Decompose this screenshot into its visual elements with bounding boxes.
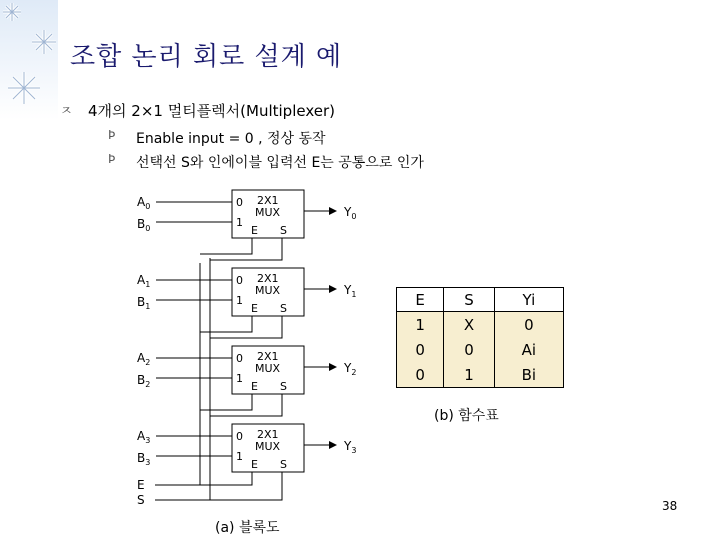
mux-select-pin: S — [280, 224, 287, 237]
sub-bullet-text: Enable input = 0 , 정상 동작 — [136, 131, 326, 147]
select-tap — [210, 238, 282, 260]
block-diagram-caption: (a) 블록도 — [215, 520, 280, 536]
mux-select-pin: S — [280, 380, 287, 393]
mux-select-pin: S — [280, 302, 287, 315]
header-e: E — [397, 288, 444, 312]
slide-title: 조합 논리 회로 설계 예 — [70, 42, 343, 72]
input-a-label: $A_0$ — [137, 195, 151, 211]
input-a-label: $A_2$ — [137, 351, 151, 367]
select-tap — [210, 394, 282, 416]
input-a-label: $A_1$ — [137, 273, 151, 289]
mux-enable-pin: E — [251, 380, 258, 393]
mux-input-1-pin: 1 — [236, 450, 243, 463]
header-yi: Yi — [494, 288, 563, 312]
cell: 0 — [397, 362, 444, 388]
control-s-label: S — [137, 493, 145, 507]
mux-subtitle: MUX — [255, 362, 281, 375]
mux-input-1-pin: 1 — [236, 216, 243, 229]
mux-input-0-pin: 0 — [236, 274, 243, 287]
function-table-caption: (b) 함수표 — [434, 408, 499, 424]
select-tap — [210, 316, 282, 338]
control-e-label: E — [137, 478, 145, 492]
input-b-label: $B_0$ — [137, 217, 151, 233]
mux-input-1-pin: 1 — [236, 294, 243, 307]
cell: 0 — [444, 337, 495, 362]
input-b-label: $B_2$ — [137, 373, 151, 389]
mux-input-1-pin: 1 — [236, 372, 243, 385]
mux-input-0-pin: 0 — [236, 430, 243, 443]
enable-tap — [200, 316, 252, 332]
cell: 1 — [444, 362, 495, 388]
enable-tap — [200, 394, 252, 410]
cell: 1 — [397, 312, 444, 338]
truth-table — [396, 287, 564, 388]
mux-title: 2X1 — [257, 272, 279, 285]
output-y-label: $Y_0$ — [344, 205, 357, 221]
mux-enable-pin: E — [251, 224, 258, 237]
mux-title: 2X1 — [257, 428, 279, 441]
bullet-icon: Þ — [108, 128, 116, 142]
mux-input-0-pin: 0 — [236, 196, 243, 209]
page-number: 38 — [662, 499, 678, 513]
mux-title: 2X1 — [257, 194, 279, 207]
bullet-icon: ㅈ — [60, 104, 73, 119]
mux-enable-pin: E — [251, 302, 258, 315]
mux-subtitle: MUX — [255, 440, 281, 453]
enable-tap — [200, 472, 252, 485]
header-s: S — [444, 288, 495, 312]
select-tap — [210, 472, 282, 500]
input-b-label: $B_1$ — [137, 295, 151, 311]
cell: 0 — [397, 337, 444, 362]
output-y-label: $Y_3$ — [344, 439, 357, 455]
cell: X — [444, 312, 495, 338]
mux-enable-pin: E — [251, 458, 258, 471]
bullet-icon: Þ — [108, 152, 116, 166]
mux-subtitle: MUX — [255, 206, 281, 219]
mux-subtitle: MUX — [255, 284, 281, 297]
output-y-label: $Y_2$ — [344, 361, 357, 377]
mux-title: 2X1 — [257, 350, 279, 363]
enable-tap — [200, 238, 252, 254]
mux-select-pin: S — [280, 458, 287, 471]
output-y-label: $Y_1$ — [344, 283, 357, 299]
sub-bullet-text: 선택선 S와 인에이블 입력선 E는 공통으로 인가 — [136, 155, 424, 171]
main-bullet-text: 4개의 2×1 멀티플렉서(Multiplexer) — [88, 102, 335, 120]
input-a-label: $A_3$ — [137, 429, 151, 445]
input-b-label: $B_3$ — [137, 451, 151, 467]
mux-input-0-pin: 0 — [236, 352, 243, 365]
cell: Ai — [494, 337, 563, 362]
cell: Bi — [494, 362, 563, 388]
cell: 0 — [494, 312, 563, 338]
